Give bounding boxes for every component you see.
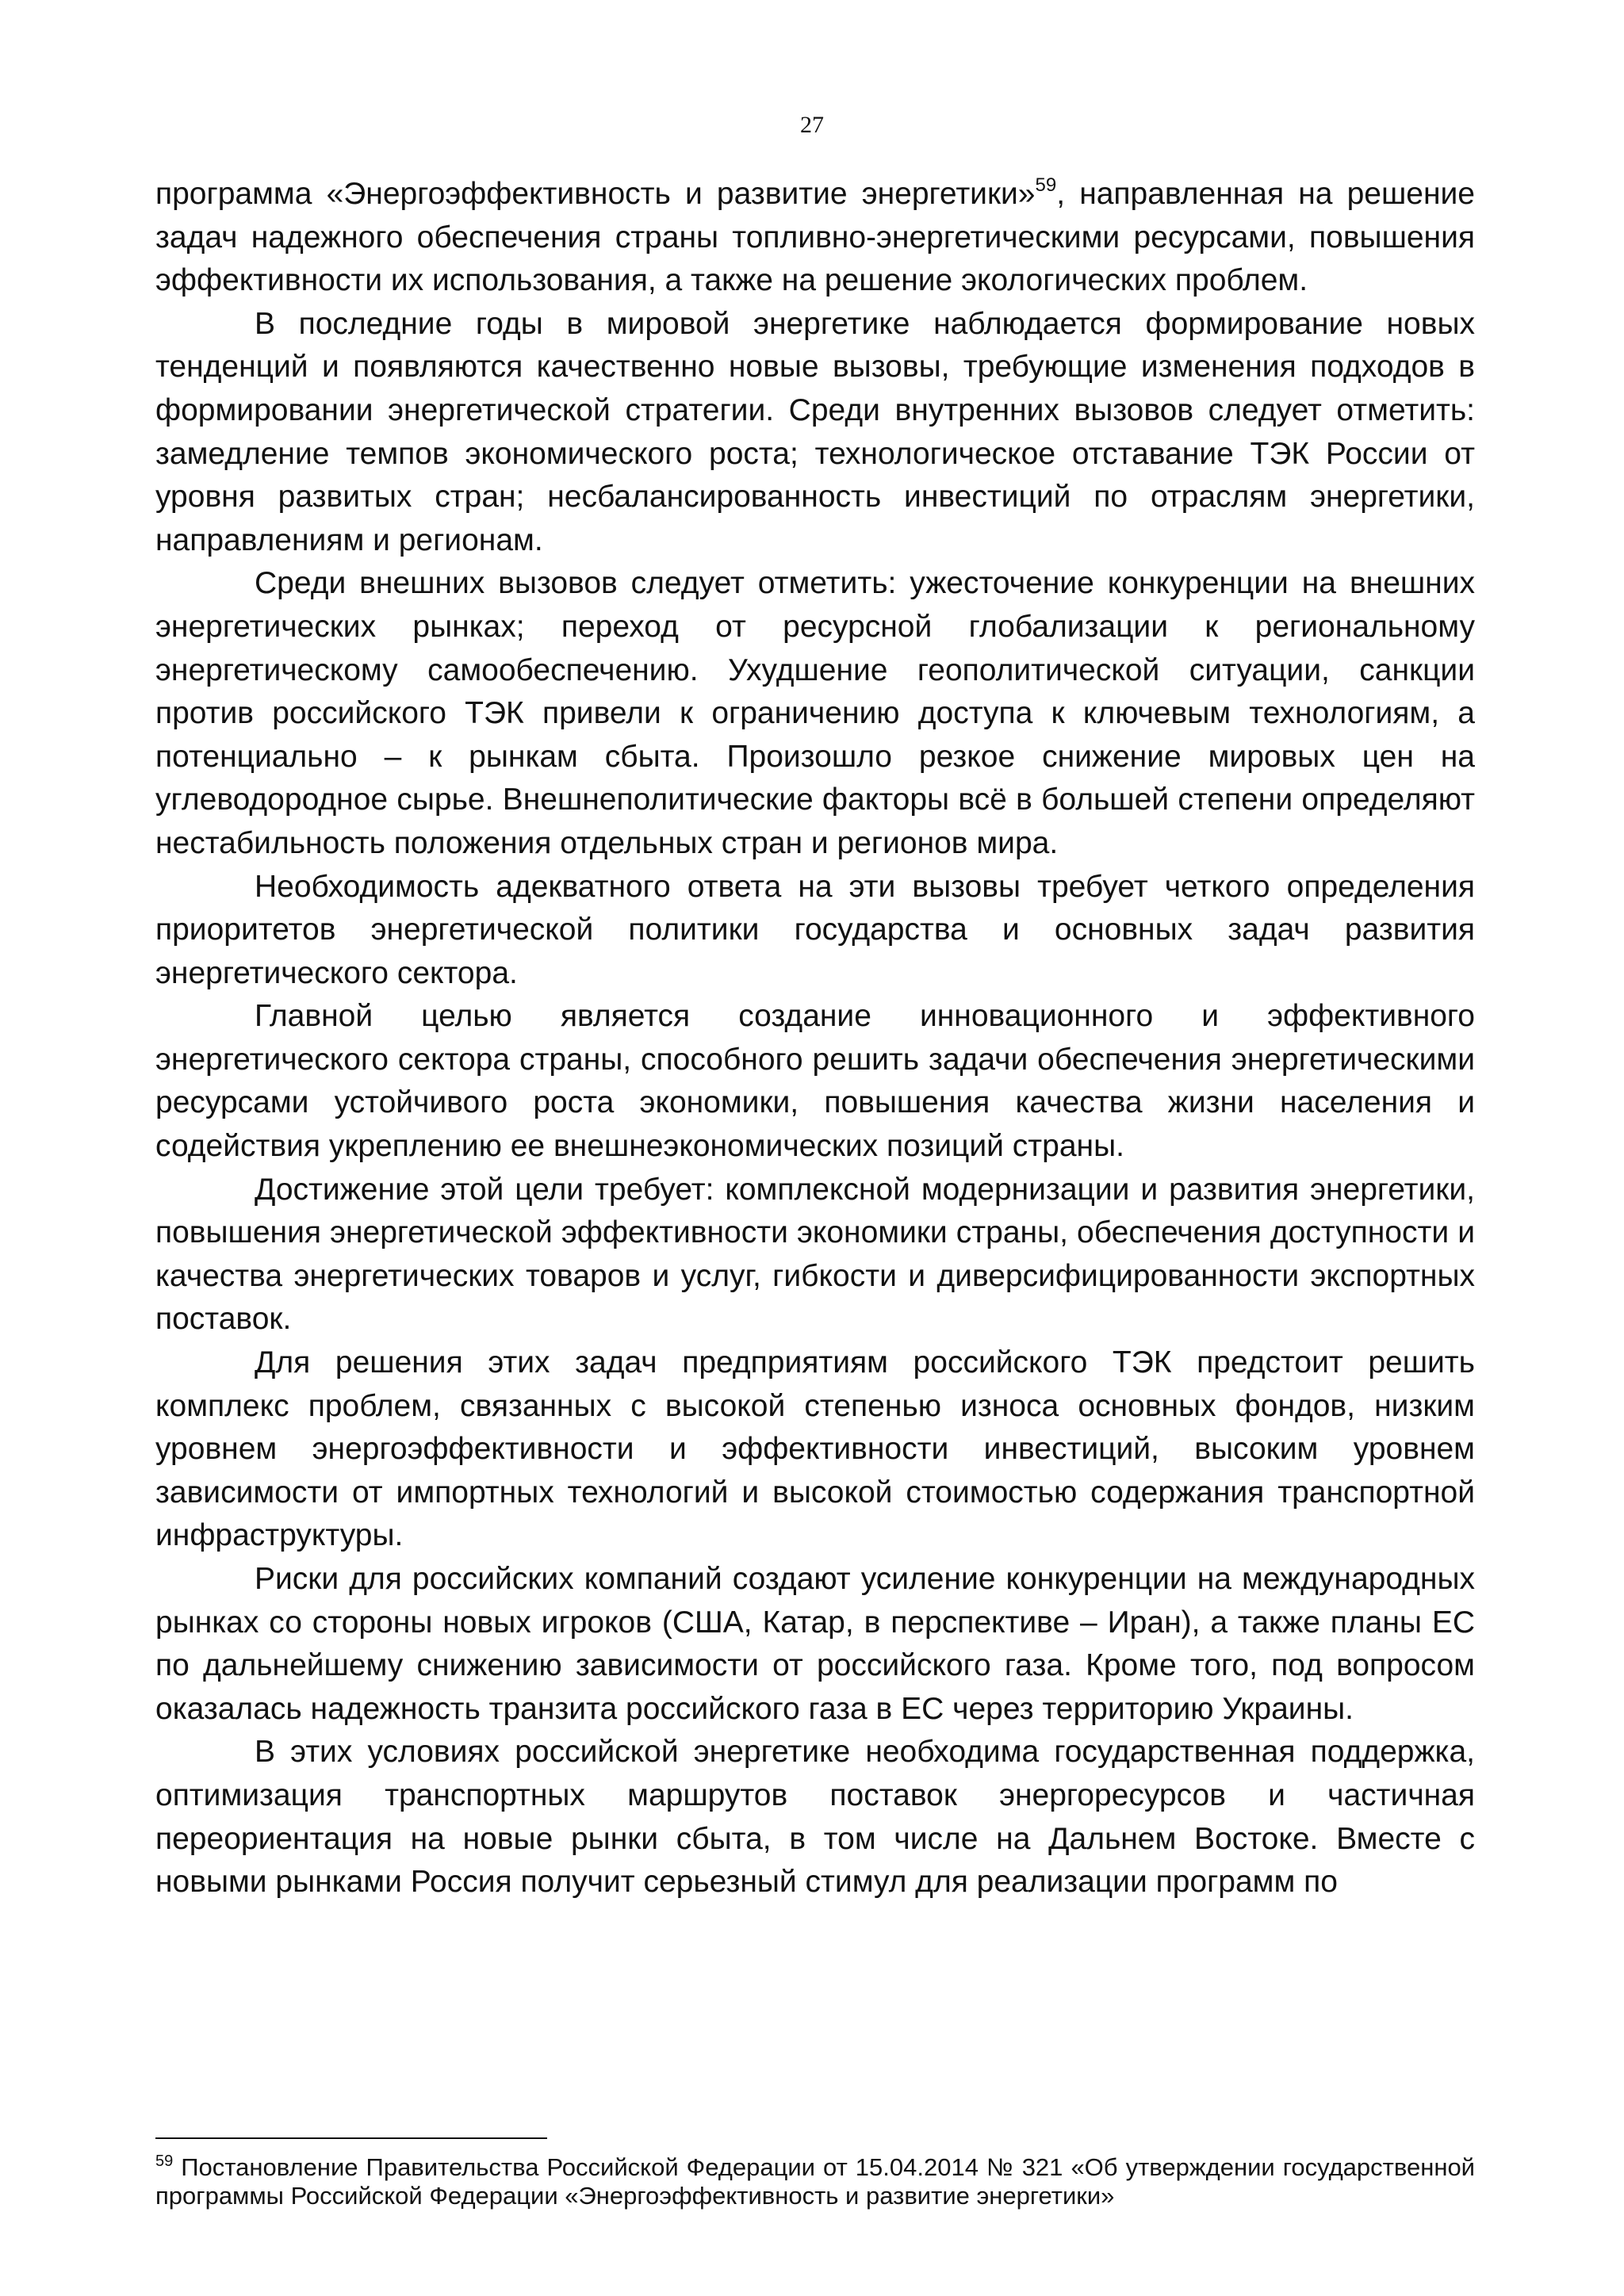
paragraph-2: В последние годы в мировой энергетике наблюдается формирование новых тенденций и появляются качественно новые вызовы, требующие изменения подходов в формировании энергетической стратегии. Среди внутренних вызовов следует отметить: замедление темпов экономического роста; технологическое отставание ТЭК России от уровня развитых стран; несбалансированность инвестиций по отраслям энергетики, направлениям и регионам. bbox=[155, 306, 1475, 557]
paragraph-7: Для решения этих задач предприятиям российского ТЭК предстоит решить комплекс проблем, связанных с высокой степенью износа основных фондов, низким уровнем энергоэффективности и эффективности инвестиций, высоким уровнем зависимости от импортных технологий и высокой стоимостью содержания транспортной инфраструктуры. bbox=[155, 1345, 1475, 1553]
paragraph-5: Главной целью является создание инновационного и эффективного энергетического сектора страны, способного решить задачи обеспечения энергетическими ресурсами устойчивого роста экономики, повышения качества жизни населения и содействия укреплению ее внешнеэкономических позиций страны. bbox=[155, 999, 1475, 1164]
paragraph-4: Необходимость адекватного ответа на эти вызовы требует четкого определения приоритетов энергетической политики государства и основных задач развития энергетического сектора. bbox=[155, 869, 1475, 990]
paragraph-1-head: программа «Энергоэффективность и развитие энергетики» bbox=[155, 177, 1036, 211]
footnote-text: Постановление Правительства Российской Федерации от 15.04.2014 № 321 «Об утверждении государственной программы Российской Федерации «Энергоэффективность и развитие энергетики» bbox=[155, 2153, 1475, 2210]
footnote-divider bbox=[155, 2137, 547, 2139]
body-text bbox=[155, 173, 1475, 1904]
footnote bbox=[155, 2153, 1475, 2210]
paragraph-1-tail: , направленная на решение задач надежного обеспечения страны топливно-энергетическими ресурсами, повышения эффективности их использования, а также на решение экологических проблем. bbox=[155, 177, 1475, 298]
footnote-reference[interactable]: 59 bbox=[1035, 174, 1057, 196]
page-number: 27 bbox=[800, 112, 824, 138]
footnote-number: 59 bbox=[155, 2152, 174, 2170]
paragraph-8: Риски для российских компаний создают усиление конкуренции на международных рынках со стороны новых игроков (США, Катар, в перспективе – Иран), а также планы ЕС по дальнейшему снижению зависимости от российского газа. Кроме того, под вопросом оказалась надежность транзита российского газа в ЕС через территорию Украины. bbox=[155, 1562, 1475, 1726]
paragraph-6: Достижение этой цели требует: комплексной модернизации и развития энергетики, повышения энергетической эффективности экономики страны, обеспечения доступности и качества энергетических товаров и услуг, гибкости и диверсифицированности экспортных поставок. bbox=[155, 1172, 1475, 1337]
paragraph-9: В этих условиях российской энергетике необходима государственная поддержка, оптимизация транспортных маршрутов поставок энергоресурсов и частичная переориентация на новые рынки сбыта, в том числе на Дальнем Востоке. Вместе с новыми рынками Россия получит серьезный стимул для реализации программ по bbox=[155, 1735, 1475, 1900]
paragraph-1 bbox=[155, 173, 1475, 303]
paragraph-3: Среди внешних вызовов следует отметить: ужесточение конкуренции на внешних энергетических рынках; переход от ресурсной глобализации к региональному энергетическому самообеспечению. Ухудшение геополитической ситуации, санкции против российского ТЭК привели к ограничению доступа к ключевым технологиям, а потенциально – к рынкам сбыта. Произошло резкое снижение мировых цен на углеводородное сырье. Внешнеполитические факторы всё в большей степени определяют нестабильность положения отдельных стран и регионов мира. bbox=[155, 566, 1475, 860]
